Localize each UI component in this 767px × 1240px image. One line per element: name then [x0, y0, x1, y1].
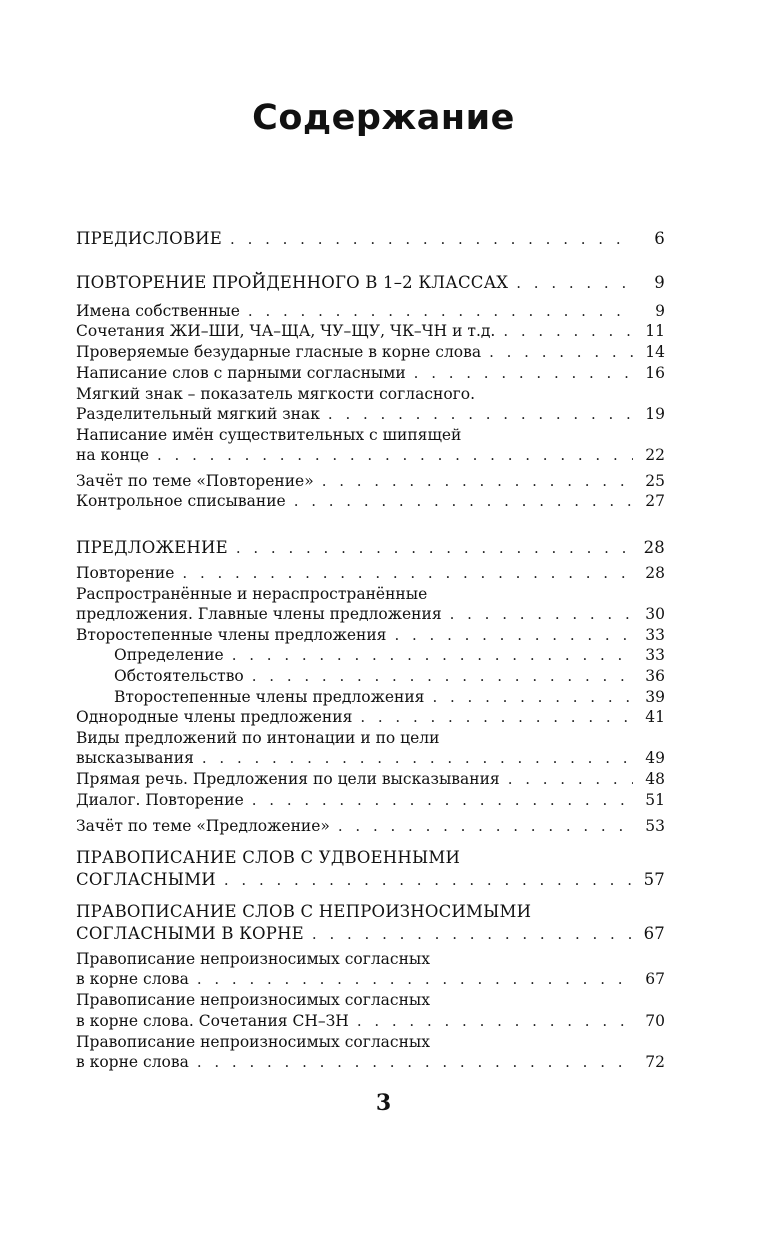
- toc-entry-title: Диалог. Повторение: [76, 791, 244, 809]
- toc-entry-page: 51: [645, 791, 665, 809]
- page-number: 3: [375, 1090, 392, 1116]
- toc-entry-page: 33: [645, 646, 665, 664]
- toc-entry-title: ПРЕДИСЛОВИЕ: [76, 229, 223, 248]
- toc-entry-page: 14: [645, 343, 665, 361]
- toc-entry-page: 49: [645, 749, 665, 767]
- toc-entry[interactable]: [76, 229, 665, 248]
- leader-dots: [224, 871, 633, 889]
- toc-entry-line: Написание имён существительных с шипящей: [76, 426, 462, 444]
- toc-entry[interactable]: [76, 970, 665, 988]
- toc-entry-page: 41: [645, 708, 665, 726]
- leader-dots: [394, 626, 633, 644]
- toc-entry-title: Зачёт по теме «Предложение»: [76, 817, 330, 835]
- toc-entry-title: Сочетания ЖИ–ШИ, ЧА–ЩА, ЧУ–ЩУ, ЧК–ЧН и т.д.: [76, 322, 496, 340]
- toc-entry-title: Зачёт по теме «Повторение»: [76, 472, 314, 490]
- toc-entry-line: Виды предложений по интонации и по цели: [76, 729, 440, 747]
- toc-entry-page: 33: [645, 626, 665, 644]
- toc-entry-title: СОГЛАСНЫМИ В КОРНЕ: [76, 924, 304, 943]
- toc-entry-page: 16: [645, 364, 665, 382]
- toc-entry[interactable]: [76, 626, 665, 644]
- toc-entry-title: Второстепенные члены предложения: [76, 626, 387, 644]
- leader-dots: [432, 688, 633, 706]
- toc-entry[interactable]: [76, 1012, 665, 1030]
- toc-entry-line: Мягкий знак – показатель мягкости согласного.: [76, 385, 476, 403]
- toc-entry-page: 27: [645, 492, 665, 510]
- toc-entry[interactable]: [76, 791, 665, 809]
- toc-entry-line: Распространённые и нераспространённые: [76, 585, 428, 603]
- toc-entry-page: 11: [645, 322, 665, 340]
- toc-entry-title: Обстоятельство: [114, 667, 244, 685]
- toc-entry-page: 67: [643, 924, 665, 943]
- leader-dots: [489, 343, 633, 361]
- toc-entry-title: Второстепенные члены предложения: [114, 688, 425, 706]
- toc-entry-page: 48: [645, 770, 665, 788]
- toc-entry-page: 22: [645, 446, 665, 464]
- toc-entry-title: Определение: [114, 646, 224, 664]
- toc-entry-page: 6: [654, 229, 665, 248]
- toc-entry-page: 53: [645, 817, 665, 835]
- toc-entry-line: Правописание непроизносимых согласных: [76, 950, 431, 968]
- toc-entry-title: Повторение: [76, 564, 175, 582]
- toc-entry[interactable]: [76, 924, 665, 943]
- leader-dots: [236, 539, 633, 557]
- leader-dots: [338, 817, 633, 835]
- toc-entry[interactable]: [114, 646, 665, 664]
- toc-entry[interactable]: [76, 364, 665, 382]
- toc-entry-title: ПРЕДЛОЖЕНИЕ: [76, 538, 228, 557]
- leader-dots: [182, 564, 633, 582]
- toc-entry-page: 39: [645, 688, 665, 706]
- toc-entry[interactable]: [76, 343, 665, 361]
- toc-entry[interactable]: [76, 708, 665, 726]
- leader-dots: [157, 446, 633, 464]
- toc-entry-title: на конце: [76, 446, 149, 464]
- toc-entry-page: 28: [643, 538, 665, 557]
- toc-entry[interactable]: [76, 492, 665, 510]
- toc-entry-title: Проверяемые безударные гласные в корне слова: [76, 343, 482, 361]
- toc-entry-page: 70: [645, 1012, 665, 1030]
- toc-entry[interactable]: [76, 538, 665, 557]
- leader-dots: [202, 749, 633, 767]
- toc-entry-line: ПРАВОПИСАНИЕ СЛОВ С УДВОЕННЫМИ: [76, 848, 461, 867]
- leader-dots: [252, 667, 633, 685]
- toc-entry-title: Имена собственные: [76, 302, 240, 320]
- toc-entry-page: 57: [643, 870, 665, 889]
- toc-entry-title: в корне слова: [76, 970, 189, 988]
- leader-dots: [294, 492, 633, 510]
- toc-entry-line: ПРАВОПИСАНИЕ СЛОВ С НЕПРОИЗНОСИМЫМИ: [76, 902, 532, 921]
- toc-entry[interactable]: [76, 770, 665, 788]
- toc-entry-page: 72: [645, 1053, 665, 1071]
- toc-entry-title: в корне слова: [76, 1053, 189, 1071]
- toc-entry[interactable]: [76, 273, 665, 292]
- toc-entry[interactable]: [76, 446, 665, 464]
- toc-entry-title: Прямая речь. Предложения по цели высказывания: [76, 770, 500, 788]
- leader-dots: [508, 770, 633, 788]
- toc-entry-title: предложения. Главные члены предложения: [76, 605, 442, 623]
- leader-dots: [312, 925, 633, 943]
- toc-entry-title: Контрольное списывание: [76, 492, 286, 510]
- leader-dots: [357, 1012, 633, 1030]
- toc-entry[interactable]: [76, 302, 665, 320]
- leader-dots: [232, 646, 633, 664]
- toc-entry-page: 36: [645, 667, 665, 685]
- toc-entry-title: Написание слов с парными согласными: [76, 364, 406, 382]
- leader-dots: [516, 274, 633, 292]
- toc-entry-page: 19: [645, 405, 665, 423]
- leader-dots: [328, 405, 633, 423]
- toc-entry-title: Разделительный мягкий знак: [76, 405, 320, 423]
- toc-entry-title: СОГЛАСНЫМИ: [76, 870, 216, 889]
- toc-entry-title: ПОВТОРЕНИЕ ПРОЙДЕННОГО В 1–2 КЛАССАХ: [76, 273, 509, 292]
- toc-entry[interactable]: [76, 322, 665, 340]
- toc-entry-page: 9: [655, 302, 665, 320]
- leader-dots: [252, 791, 633, 809]
- toc-entry-title: высказывания: [76, 749, 194, 767]
- toc-entry[interactable]: [76, 564, 665, 582]
- toc-entry-page: 30: [645, 605, 665, 623]
- leader-dots: [503, 322, 633, 340]
- leader-dots: [322, 472, 633, 490]
- leader-dots: [414, 364, 633, 382]
- leader-dots: [360, 708, 633, 726]
- toc-entry[interactable]: [76, 605, 665, 623]
- leader-dots: [197, 970, 633, 988]
- leader-dots: [230, 230, 633, 248]
- leader-dots: [248, 302, 633, 320]
- toc-entry-title: в корне слова. Сочетания СН–ЗН: [76, 1012, 349, 1030]
- toc-entry-page: 28: [645, 564, 665, 582]
- toc-entry[interactable]: [114, 667, 665, 685]
- toc-entry[interactable]: [76, 870, 665, 889]
- toc-entry[interactable]: [76, 1053, 665, 1071]
- leader-dots: [450, 605, 633, 623]
- toc-entry-page: 67: [645, 970, 665, 988]
- leader-dots: [197, 1053, 633, 1071]
- toc-entry-page: 25: [645, 472, 665, 490]
- toc-entry[interactable]: [76, 749, 665, 767]
- toc-entry[interactable]: [76, 405, 665, 423]
- toc-entry-page: 9: [654, 273, 665, 292]
- toc-entry[interactable]: [114, 688, 665, 706]
- page-title: Содержание: [252, 98, 515, 138]
- toc-entry[interactable]: [76, 472, 665, 490]
- toc-entry-title: Однородные члены предложения: [76, 708, 353, 726]
- toc-entry-line: Правописание непроизносимых согласных: [76, 991, 431, 1009]
- toc-entry-line: Правописание непроизносимых согласных: [76, 1033, 431, 1051]
- toc-entry[interactable]: [76, 817, 665, 835]
